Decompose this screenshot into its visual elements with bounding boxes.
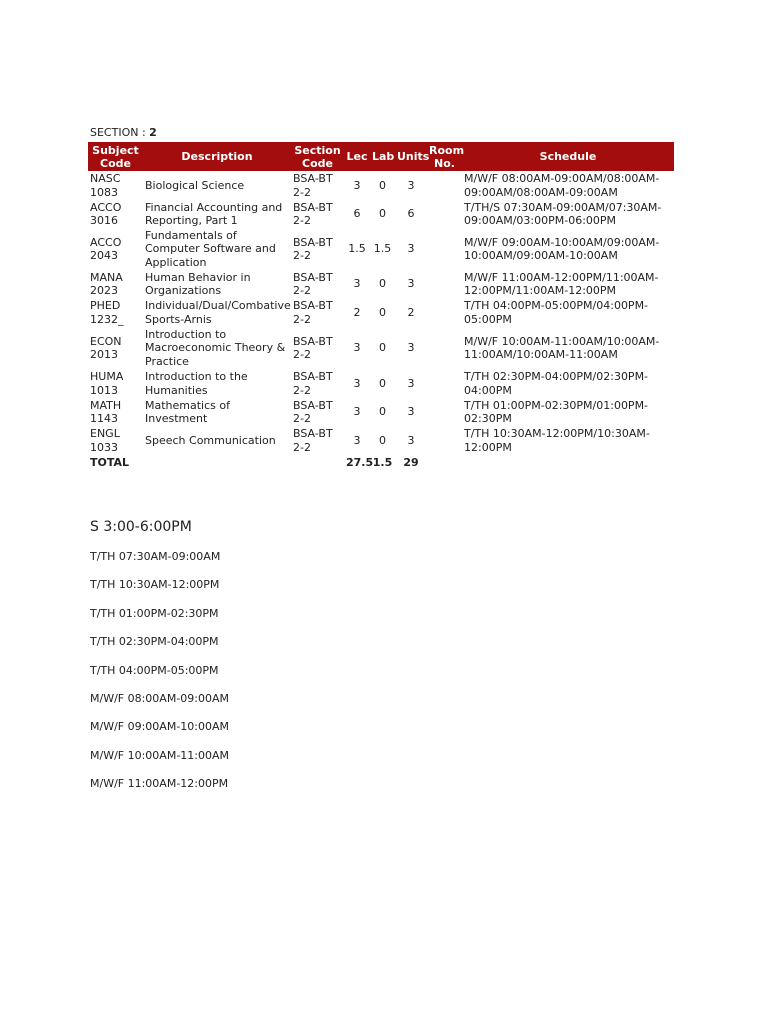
lab-cell: 0 [379, 341, 386, 355]
description-cell: Mathematics of Investment [145, 398, 230, 425]
units-cell: 2 [407, 305, 415, 319]
lec-cell: 3 [353, 405, 361, 419]
schedule-cell: T/TH 02:30PM-04:00PM/02:30PM-04:00PM [464, 370, 649, 397]
table-row [88, 270, 674, 298]
section-label [90, 126, 157, 139]
lab-cell: 0 [379, 433, 386, 447]
room-cell [427, 426, 462, 455]
lec-cell: 1.5 [348, 242, 366, 256]
total-lab: 1.5 [372, 456, 393, 470]
table-header-row [88, 142, 674, 171]
schedule-cell: T/TH 04:00PM-05:00PM/04:00PM-05:00PM [464, 299, 649, 326]
description-cell: Introduction to Macroeconomic Theory & Practice [145, 327, 286, 368]
header-lab: Lab [370, 142, 395, 171]
table-row [88, 200, 674, 228]
time-slot: M/W/F 09:00AM-10:00AM [90, 720, 230, 734]
schedule-cell: M/W/F 10:00AM-11:00AM/10:00AM-11:00AM/10:00AM-11:00AM [464, 334, 660, 361]
units-cell: 3 [407, 242, 415, 256]
lec-cell: 6 [353, 207, 361, 221]
units-cell: 3 [407, 178, 415, 192]
subject-code-cell: ACCO 3016 [90, 200, 122, 227]
section-label-text: SECTION : [90, 126, 146, 139]
schedule-table [88, 142, 674, 471]
lec-cell: 3 [353, 178, 361, 192]
section-code-cell: BSA-BT 2-2 [293, 370, 333, 397]
subject-code-cell: PHED 1232_ [90, 299, 124, 326]
lab-cell: 0 [379, 305, 386, 319]
section-code-cell: BSA-BT 2-2 [293, 235, 333, 262]
total-room-empty [427, 455, 462, 471]
time-slot: T/TH 04:00PM-05:00PM [90, 663, 219, 677]
subject-code-cell: ENGL 1033 [90, 427, 120, 454]
header-lec: Lec [344, 142, 370, 171]
schedule-cell: T/TH/S 07:30AM-09:00AM/07:30AM-09:00AM/03:00PM-06:00PM [464, 200, 662, 227]
total-row [88, 455, 674, 471]
time-slot: T/TH 01:00PM-02:30PM [90, 606, 219, 620]
total-units: 29 [403, 456, 419, 470]
units-cell: 6 [407, 207, 415, 221]
table-row [88, 171, 674, 200]
section-code-cell: BSA-BT 2-2 [293, 270, 333, 297]
section-code-cell: BSA-BT 2-2 [293, 398, 333, 425]
table-row [88, 327, 674, 369]
room-cell [427, 171, 462, 200]
schedule-cell: T/TH 10:30AM-12:00PM/10:30AM-12:00PM [464, 427, 650, 454]
section-code-cell: BSA-BT 2-2 [293, 427, 333, 454]
table-row [88, 426, 674, 455]
room-cell [427, 228, 462, 270]
total-lec: 27.5 [346, 456, 374, 470]
description-cell: Introduction to the Humanities [145, 370, 248, 397]
saturday-schedule-heading: S 3:00-6:00PM [90, 519, 192, 535]
lab-cell: 0 [379, 376, 386, 390]
lab-cell: 0 [379, 405, 386, 419]
lec-cell: 3 [353, 433, 361, 447]
subject-code-cell: NASC 1083 [90, 172, 121, 199]
lec-cell: 3 [353, 376, 361, 390]
header-description: Description [143, 142, 291, 171]
description-cell: Fundamentals of Computer Software and Application [145, 228, 276, 269]
total-label: TOTAL [90, 456, 130, 470]
header-schedule: Schedule [462, 142, 674, 171]
table-row [88, 298, 674, 327]
time-slot-list [90, 550, 229, 806]
lec-cell: 2 [353, 305, 361, 319]
units-cell: 3 [407, 341, 415, 355]
room-cell [427, 200, 462, 228]
schedule-cell: M/W/F 09:00AM-10:00AM/09:00AM-10:00AM/09:00AM-10:00AM [464, 235, 660, 262]
table-row [88, 369, 674, 398]
lab-cell: 1.5 [373, 242, 392, 256]
description-cell: Individual/Dual/Combative Sports-Arnis [145, 299, 291, 326]
units-cell: 3 [407, 405, 415, 419]
time-slot: T/TH 10:30AM-12:00PM [90, 578, 220, 592]
table-body [88, 171, 674, 471]
lec-cell: 3 [353, 341, 361, 355]
description-cell: Human Behavior in Organizations [145, 270, 251, 297]
schedule-cell: M/W/F 08:00AM-09:00AM/08:00AM-09:00AM/08:00AM-09:00AM [464, 172, 660, 199]
units-cell: 3 [407, 433, 415, 447]
subject-code-cell: HUMA 1013 [90, 370, 124, 397]
time-slot: T/TH 07:30AM-09:00AM [90, 550, 221, 563]
section-code-cell: BSA-BT 2-2 [293, 334, 333, 361]
time-slot: T/TH 02:30PM-04:00PM [90, 635, 219, 649]
section-number: 2 [149, 126, 157, 139]
subject-code-cell: MATH 1143 [90, 398, 122, 425]
room-cell [427, 327, 462, 369]
header-subject-code: Subject Code [88, 142, 143, 171]
subject-code-cell: ECON 2013 [90, 334, 122, 361]
total-schedule-empty [462, 455, 674, 471]
lec-cell: 3 [353, 277, 361, 291]
room-cell [427, 270, 462, 298]
time-slot: M/W/F 10:00AM-11:00AM [90, 748, 230, 762]
schedule-cell: M/W/F 11:00AM-12:00PM/11:00AM-12:00PM/11:00AM-12:00PM [464, 270, 659, 297]
subject-code-cell: ACCO 2043 [90, 235, 122, 262]
description-cell: Biological Science [145, 178, 245, 192]
units-cell: 3 [407, 277, 415, 291]
description-cell: Speech Communication [145, 433, 276, 447]
room-cell [427, 398, 462, 426]
header-section-code: Section Code [291, 142, 344, 171]
description-cell: Financial Accounting and Reporting, Part 1 [145, 200, 283, 227]
units-cell: 3 [407, 376, 415, 390]
lab-cell: 0 [379, 178, 386, 192]
time-slot: M/W/F 08:00AM-09:00AM [90, 691, 230, 705]
table-row [88, 398, 674, 426]
section-code-cell: BSA-BT 2-2 [293, 299, 333, 326]
time-slot: M/W/F 11:00AM-12:00PM [90, 777, 229, 791]
section-code-cell: BSA-BT 2-2 [293, 200, 333, 227]
lab-cell: 0 [379, 277, 386, 291]
section-code-cell: BSA-BT 2-2 [293, 172, 333, 199]
subject-code-cell: MANA 2023 [90, 270, 123, 297]
lab-cell: 0 [379, 207, 386, 221]
header-room: Room No. [429, 143, 465, 170]
table-row [88, 228, 674, 270]
room-cell [427, 298, 462, 327]
schedule-cell: T/TH 01:00PM-02:30PM/01:00PM-02:30PM [464, 398, 649, 425]
header-units: Units [395, 142, 427, 171]
room-cell [427, 369, 462, 398]
